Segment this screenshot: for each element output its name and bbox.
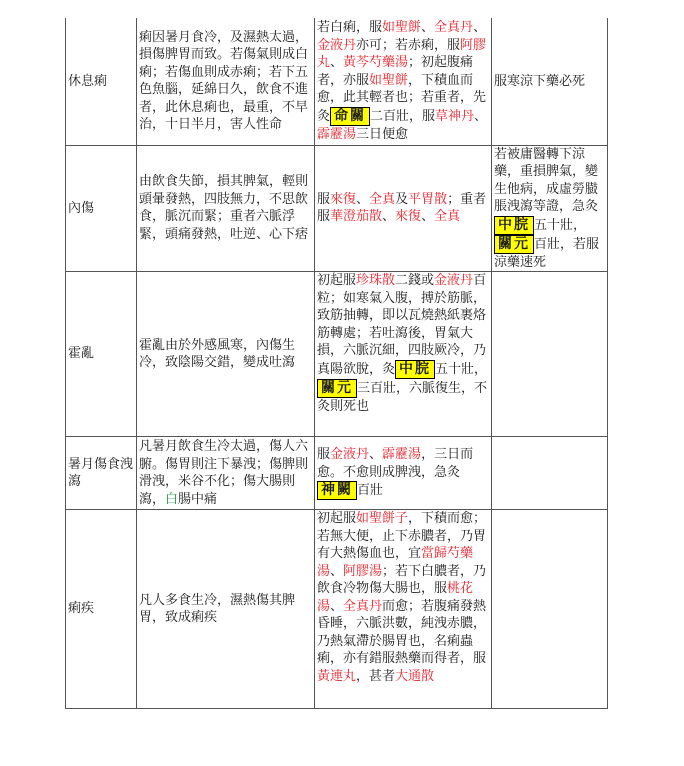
- remedy-name: 黃芩芍藥湯: [343, 55, 409, 71]
- remedy-name: 當歸芍藥湯: [317, 546, 474, 579]
- remedy-name: 大通散: [395, 668, 435, 684]
- text-segment: ，下積血而愈，此其輕者也；若重者，先灸: [317, 72, 487, 124]
- disease-description: 由飲食失節，損其脾氣，輕則頭暈發熱，四肢無力，不思飲食，脈沉而緊；重者六脈浮緊，頭痛發熱，吐逆、心下痞: [137, 145, 315, 272]
- table-row: [66, 145, 608, 272]
- remedy-name: 桃花湯: [317, 581, 474, 614]
- text-segment: 腸中痛: [178, 491, 218, 507]
- acupoint-label: 命關: [330, 107, 370, 126]
- acupoint-label: 關元: [317, 379, 357, 398]
- text-segment: 、: [330, 598, 344, 614]
- warning-note: [492, 510, 608, 709]
- remedy-name: 草神丹: [435, 108, 475, 124]
- table-row: [66, 18, 608, 145]
- text-segment: 服: [317, 447, 331, 462]
- highlight-text: 白: [165, 491, 179, 507]
- text-segment: 五十壯，: [534, 217, 587, 233]
- remedy-name: 全真丹: [343, 598, 383, 614]
- text-segment: ，三日而愈。不愈則成脾洩，急灸: [317, 447, 474, 480]
- text-segment: 若被庸醫轉下涼藥，重損脾氣，變生他病，成虛勞臌脹洩瀉等證，急灸: [494, 146, 599, 214]
- treatment-text: [315, 272, 492, 437]
- treatment-text: [315, 437, 492, 510]
- text-segment: 、: [473, 20, 487, 36]
- table-row: [66, 510, 608, 709]
- text-segment: 、: [330, 55, 344, 71]
- disease-description: 凡人多食生冷，濕熱傷其脾胃，致成痢疾: [137, 510, 315, 709]
- remedy-name: 阿膠湯: [343, 563, 383, 579]
- warning-note: [492, 18, 608, 145]
- text-segment: 服寒涼下藥必死: [494, 73, 586, 89]
- disease-name: 暑月傷食洩瀉: [66, 437, 137, 510]
- disease-description: 痢因暑月食冷，及濕熱太過，損傷脾胃而致。若傷氣則成白痢；若傷血則成赤痢；若下五色魚腦，延綿日久，飲食不進者，此休息痢也，最重，不早治，十日半月，害人性命: [137, 18, 315, 145]
- remedy-name: 來復: [330, 191, 357, 207]
- text-segment: 初起服: [317, 511, 357, 526]
- text-segment: 、: [369, 447, 383, 462]
- remedy-name: 霹靂湯: [382, 447, 422, 462]
- treatment-text: [315, 510, 492, 709]
- table-row: [66, 272, 608, 437]
- acupoint-label: 關元: [494, 235, 534, 254]
- remedy-name: 全真: [369, 191, 396, 207]
- remedy-name: 全真: [434, 209, 461, 225]
- text-segment: 若白痢，服: [317, 20, 383, 36]
- text-segment: 、: [474, 108, 488, 124]
- text-segment: 、: [330, 563, 344, 579]
- disease-name: 休息痢: [66, 18, 137, 145]
- text-segment: ，下積而愈；若無大便，止下赤膿者，乃胃有大熱傷血也，宜: [317, 511, 487, 561]
- text-segment: 、: [421, 20, 435, 36]
- text-segment: 而愈；若腹痛發熱昏睡，六脈洪數，純洩赤膿，乃熱氣滯於腸胃也，名痢蟲痢，亦有錯服熱藥而得者，服: [317, 598, 487, 666]
- remedy-name: 金液丹: [434, 273, 474, 288]
- remedy-name: 平胃散: [408, 191, 448, 207]
- text-segment: 凡暑月飲食生冷太過，傷人六腑。傷胃則注下暴洩；傷脾則滑洩，米谷不化；傷大腸則瀉，: [139, 439, 309, 507]
- table-row: [66, 437, 608, 510]
- disease-name: 痢疾: [66, 510, 137, 709]
- remedy-name: 金液丹: [317, 37, 357, 53]
- text-segment: 五十壯，: [435, 361, 488, 377]
- text-segment: 百粒；如寒氣入腹，搏於筋脈，致筋抽轉，即以瓦燒熱紙裹烙筋轉處；若吐瀉後，胃氣大損，六脈沉細，四肢厥冷，乃真陽欲脫，灸: [317, 273, 487, 377]
- text-segment: ，甚者: [356, 668, 396, 684]
- treatment-text: [315, 18, 492, 145]
- text-segment: 二錢或: [395, 273, 435, 288]
- treatment-table: [65, 18, 608, 709]
- text-segment: ；若下白膿者，乃飲食冷物傷大腸也，服: [317, 563, 487, 596]
- text-segment: 服: [317, 191, 331, 207]
- text-segment: 、: [356, 191, 370, 207]
- treatment-text: [315, 145, 492, 272]
- remedy-name: 來復: [395, 209, 422, 225]
- acupoint-label: 中脘: [395, 360, 435, 379]
- warning-note: [492, 272, 608, 437]
- remedy-name: 阿膠丸: [317, 37, 487, 71]
- remedy-name: 全真丹: [434, 20, 474, 36]
- warning-note: [492, 437, 608, 510]
- remedy-name: 黃連丸: [317, 668, 357, 684]
- disease-name: 內傷: [66, 145, 137, 272]
- text-segment: 初起服: [317, 273, 357, 288]
- text-segment: 二百壯，服: [370, 108, 436, 124]
- remedy-name: 霹靂湯: [317, 126, 357, 142]
- remedy-name: 如聖餅: [369, 72, 409, 88]
- text-segment: 、: [382, 209, 396, 225]
- text-segment: ；重者服: [317, 191, 487, 225]
- disease-name: 霍亂: [66, 272, 137, 437]
- text-segment: 亦可；若赤痢，服: [356, 37, 461, 53]
- text-segment: 三百壯，六脈復生，不灸則死也: [317, 380, 488, 414]
- remedy-name: 金液丹: [330, 447, 370, 462]
- text-segment: 百壯，若服涼藥速死: [494, 236, 600, 270]
- warning-note: [492, 145, 608, 272]
- acupoint-label: 中脘: [494, 216, 534, 235]
- remedy-name: 華澄茄散: [330, 209, 383, 225]
- disease-description: 霍亂由於外感風寒，內傷生冷，致陰陽交錯，變成吐瀉: [137, 272, 315, 437]
- text-segment: 百壯: [357, 483, 384, 498]
- remedy-name: 珍珠散: [356, 273, 396, 288]
- text-segment: 及: [395, 191, 409, 207]
- acupoint-label: 神闕: [317, 481, 357, 500]
- remedy-name: 如聖餅子: [356, 511, 409, 526]
- disease-description: [137, 437, 315, 510]
- text-segment: ；初起腹痛者，亦服: [317, 55, 474, 88]
- text-segment: 三日便愈: [356, 126, 409, 142]
- text-segment: 、: [421, 209, 435, 225]
- remedy-name: 如聖餅: [382, 20, 422, 36]
